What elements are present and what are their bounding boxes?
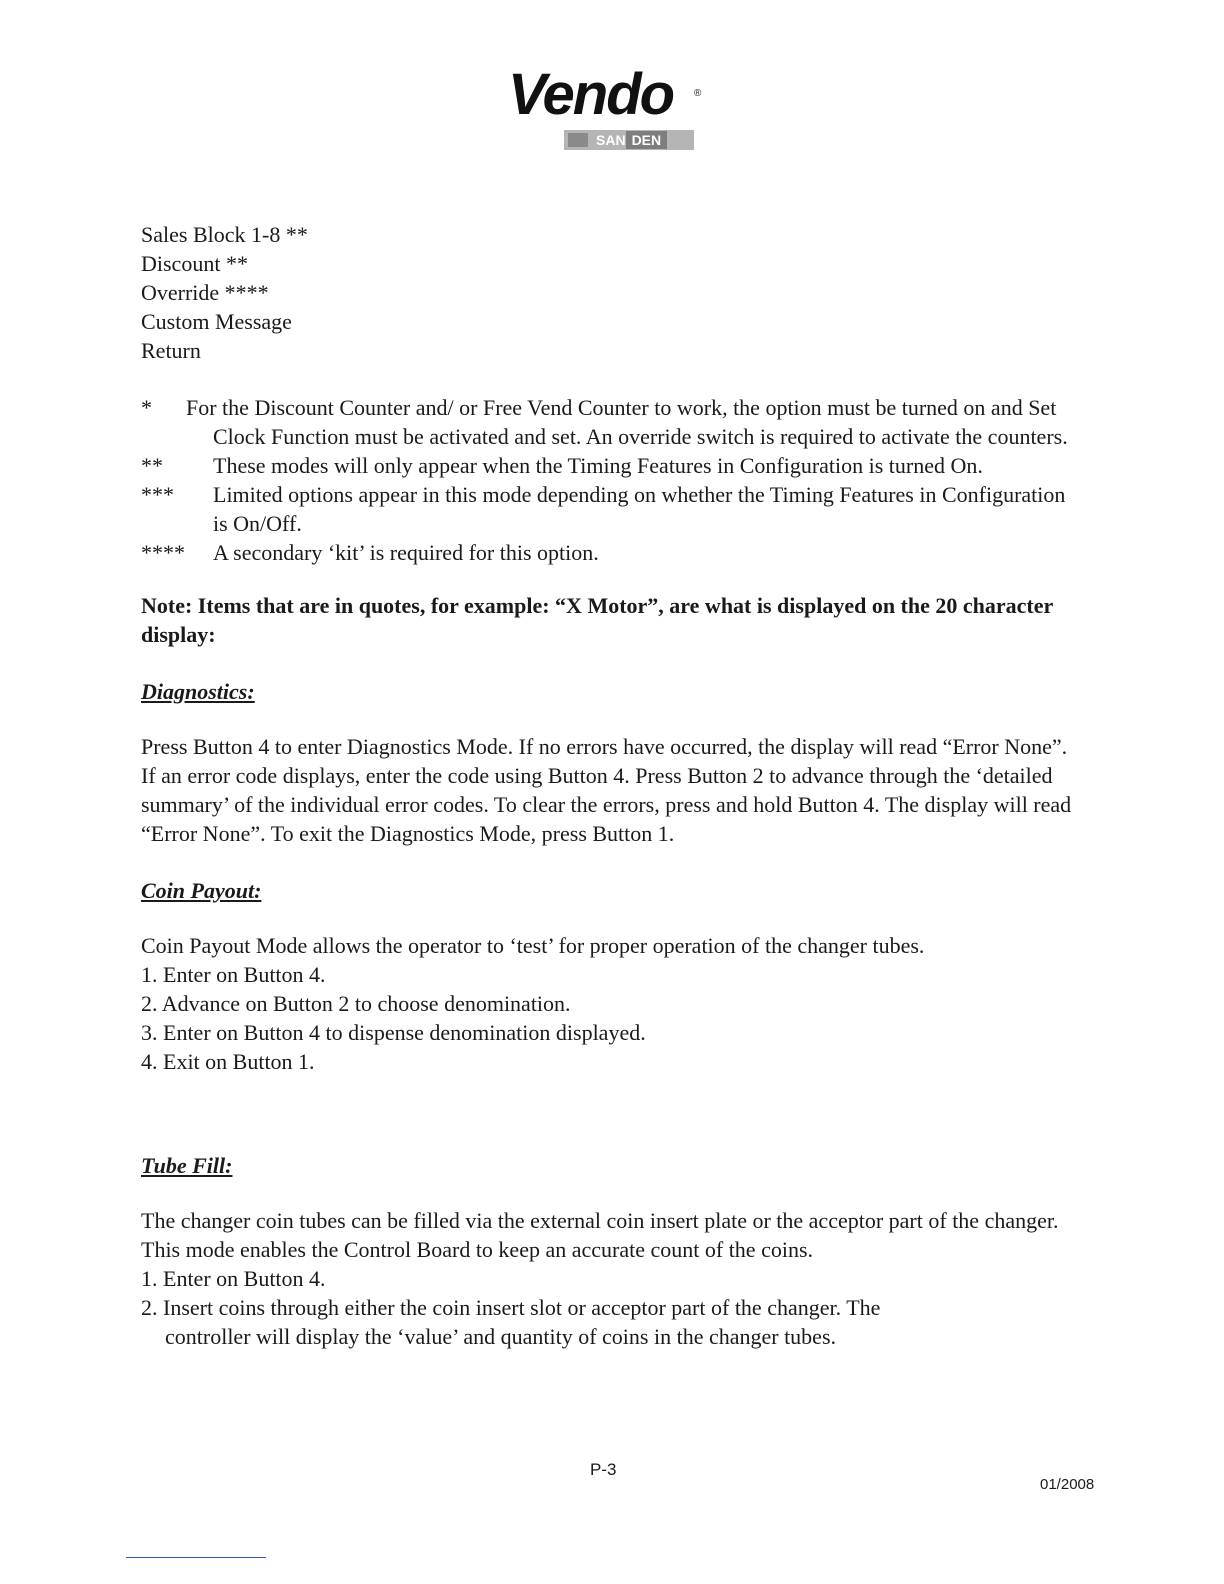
menu-item: Discount ** — [141, 251, 248, 276]
coin-payout-step: 2. Advance on Button 2 to choose denomination. — [141, 991, 571, 1016]
footnote — [141, 393, 1081, 451]
tube-fill-step: 2. Insert coins through either the coin insert slot or acceptor part of the changer. The — [141, 1295, 881, 1320]
logo-square-icon — [568, 133, 588, 147]
diagnostics-heading: Diagnostics: — [141, 679, 255, 704]
footnote-mark: * — [141, 395, 152, 420]
footnote-mark: ** — [141, 453, 163, 478]
section-gap — [141, 1076, 1081, 1151]
coin-payout-step: 4. Exit on Button 1. — [141, 1049, 315, 1074]
footnote-text: These modes will only appear when the Timing Features in Configuration is turned On. — [213, 453, 983, 478]
diagnostics-body: Press Button 4 to enter Diagnostics Mode. If no errors have occurred, the display will read “Error None”. If an error code displays, enter the code using Button 4. Press Button 2 to advance through the ‘detailed summary’ of the individual error codes. To clear the errors, press and hold Button 4. The display will read “Error None”. To exit the Diagnostics Mode, press Button 1. — [141, 734, 1072, 846]
menu-item: Override **** — [141, 280, 269, 305]
footnotes — [141, 393, 1081, 567]
tube-fill-heading: Tube Fill: — [141, 1153, 233, 1178]
logo-wordmark: Vendo — [508, 62, 674, 127]
footnote — [141, 480, 1081, 538]
menu-item: Custom Message — [141, 309, 292, 334]
vendo-sanden-logo — [508, 62, 708, 158]
tube-fill-intro: The changer coin tubes can be filled via the external coin insert plate or the acceptor part of the changer. This mode enables the Control Board to keep an accurate count of the coins. — [141, 1208, 1059, 1262]
page-number: P-3 — [590, 1460, 617, 1479]
footnote-text: A secondary ‘kit’ is required for this option. — [213, 540, 599, 565]
revision-date: 01/2008 — [1040, 1476, 1095, 1493]
footnote — [141, 538, 1081, 567]
footnote-mark: **** — [141, 540, 185, 565]
menu-list — [141, 220, 1081, 365]
coin-payout-heading: Coin Payout: — [141, 878, 262, 903]
footnote-text: For the Discount Counter and/ or Free Vend Counter to work, the option must be turned on and Set Clock Function must be activated and set. An override switch is required to activate the counters. — [186, 395, 1068, 449]
tube-fill-step-continued: controller will display the ‘value’ and quantity of coins in the changer tubes. — [165, 1324, 837, 1349]
logo-san: SAN — [596, 132, 626, 148]
coin-payout-step: 1. Enter on Button 4. — [141, 962, 326, 987]
logo-den: DEN — [626, 131, 668, 149]
tube-fill-section — [141, 1206, 1081, 1351]
menu-item: Sales Block 1-8 ** — [141, 222, 308, 247]
coin-payout-section — [141, 931, 1081, 1076]
coin-payout-intro: Coin Payout Mode allows the operator to ‘test’ for proper operation of the changer tubes. — [141, 933, 925, 958]
footnote-text: Limited options appear in this mode depending on whether the Timing Features in Configuration is On/Off. — [213, 482, 1066, 536]
page-content — [141, 220, 1081, 1351]
tube-fill-step: 1. Enter on Button 4. — [141, 1266, 326, 1291]
logo-registered-mark: ® — [694, 88, 702, 99]
footnote-mark: *** — [141, 482, 174, 507]
footnote — [141, 451, 1081, 480]
logo-sanden-bar — [564, 130, 694, 150]
bottom-rule — [126, 1557, 266, 1558]
menu-item: Return — [141, 338, 201, 363]
coin-payout-step: 3. Enter on Button 4 to dispense denomination displayed. — [141, 1020, 646, 1045]
display-note: Note: Items that are in quotes, for example: “X Motor”, are what is displayed on the 20 character display: — [141, 593, 1053, 647]
